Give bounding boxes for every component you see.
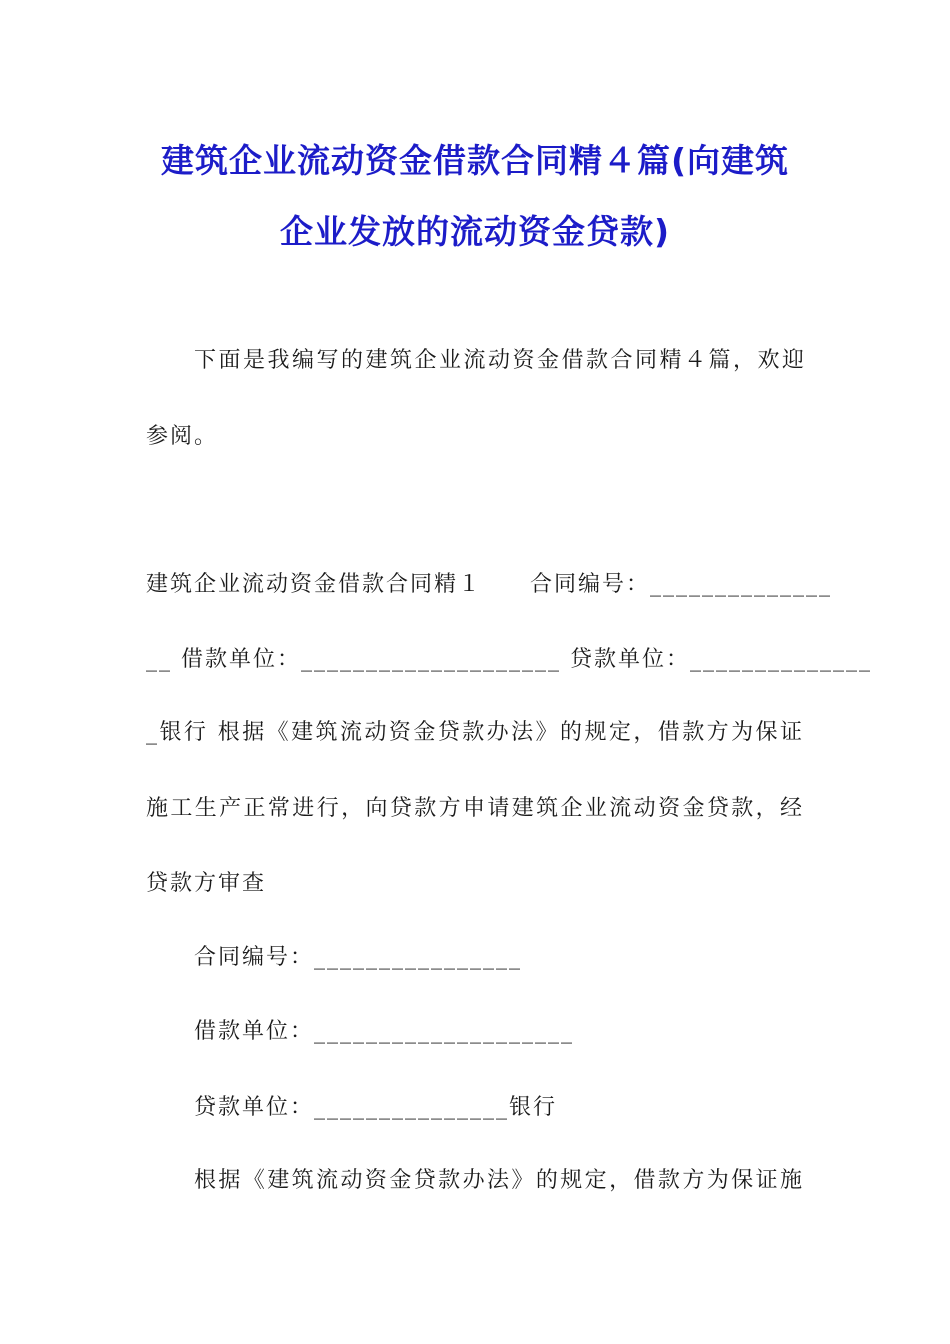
document-title-line-1: 建筑企业流动资金借款合同精４篇(向建筑 — [160, 141, 790, 180]
intro-line-1: 下面是我编写的建筑企业流动资金借款合同精４篇，欢迎 — [194, 348, 806, 373]
body-line-5: 贷款方审查 — [146, 871, 267, 896]
body-line-2: __ 借款单位：____________________ 贷款单位：______________ — [146, 647, 872, 672]
paragraph-last-line: 根据《建筑流动资金贷款办法》的规定，借款方为保证施 — [194, 1168, 804, 1193]
body-line-1: 建筑企业流动资金借款合同精１ 合同编号：______________ — [146, 572, 833, 597]
field-lender: 贷款单位：_______________银行 — [194, 1095, 558, 1120]
field-contract-number: 合同编号：________________ — [194, 945, 523, 970]
field-borrower: 借款单位：____________________ — [194, 1019, 575, 1044]
document-title-line-2: 企业发放的流动资金贷款) — [279, 212, 671, 251]
body-line-3: _银行 根据《建筑流动资金贷款办法》的规定，借款方为保证 — [146, 720, 804, 745]
body-line-4: 施工生产正常进行，向贷款方申请建筑企业流动资金贷款，经 — [146, 796, 804, 821]
intro-line-2: 参阅。 — [146, 424, 219, 449]
